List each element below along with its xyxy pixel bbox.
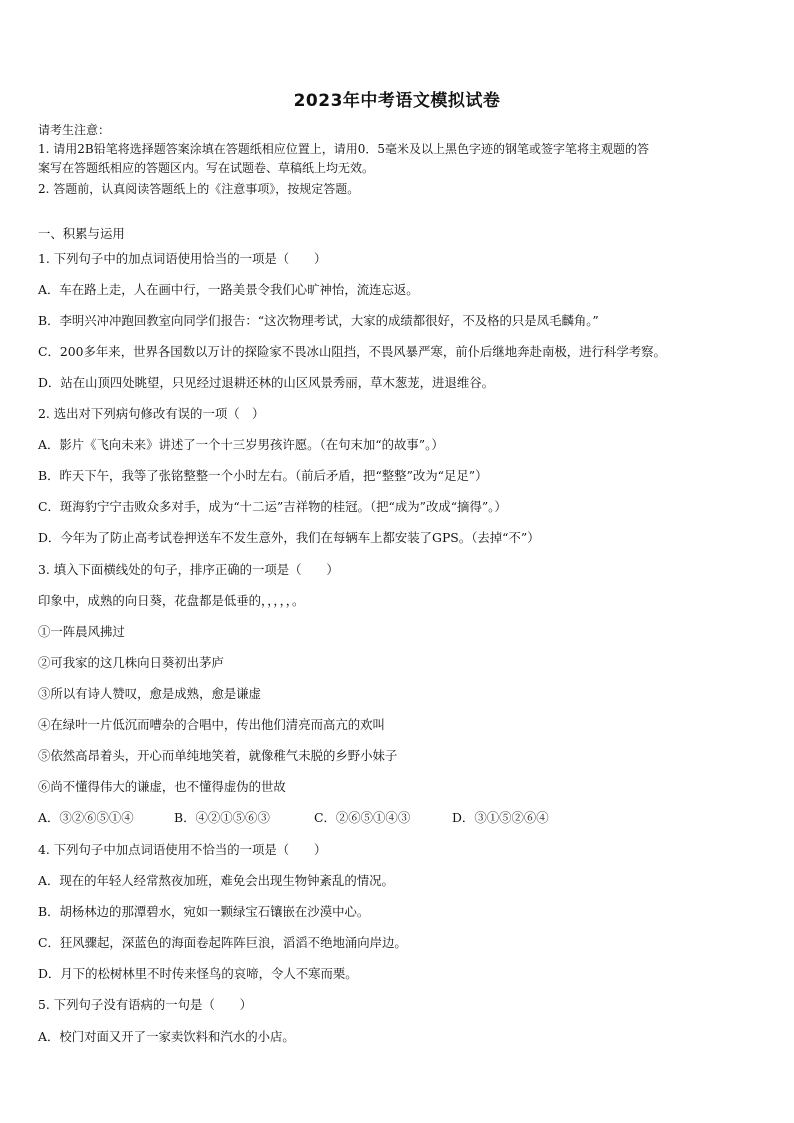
page-title: 2023年中考语文模拟试卷 (293, 91, 501, 111)
q2-option-a: A．影片《飞向未来》讲述了一个十三岁男孩许愿。（在句末加“的故事”。） (38, 437, 444, 452)
q2-stem: 2. 选出对下列病句修改有误的一项（ ） (38, 406, 265, 421)
q4-option-d: D．月下的松树林里不时传来怪鸟的哀啼，令人不寒而栗。 (38, 966, 358, 981)
q2-option-c: C．斑海豹宁宁击败众多对手，成为“十二运”吉祥物的桂冠。（把“成为”改成“摘得”。） (38, 499, 507, 514)
notice-heading: 请考生注意： (38, 123, 111, 137)
q3-sentence-6: ⑥尚不懂得伟大的谦虚，也不懂得虚伪的世故 (38, 779, 286, 794)
q2-option-d: D．今年为了防止高考试卷押送车不发生意外，我们在每辆车上都安装了GPS。（去掉“不”） (38, 530, 540, 545)
q5-option-a: A．校门对面又开了一家卖饮料和汽水的小店。 (38, 1029, 295, 1044)
q3-option-d: D．③①⑤②⑥④ (452, 810, 549, 825)
notice-item-2: 2. 答题前，认真阅读答题纸上的《注意事项》，按规定答题。 (38, 182, 360, 196)
q4-stem: 4. 下列句子中加点词语使用不恰当的一项是（ ） (38, 842, 327, 857)
q3-intro: 印象中，成熟的向日葵，花盘都是低垂的，，，，，。 (38, 593, 305, 608)
q3-options (38, 810, 758, 826)
q3-option-a: A．③②⑥⑤①④ (38, 810, 134, 825)
q4-option-a: A．现在的年轻人经常熬夜加班，难免会出现生物钟紊乱的情况。 (38, 873, 394, 888)
q4-option-b: B．胡杨林边的那潭碧水，宛如一颗绿宝石镶嵌在沙漠中心。 (38, 904, 370, 919)
q3-sentence-1: ①一阵晨风拂过 (38, 624, 125, 639)
q3-sentence-5: ⑤依然高昂着头，开心而单纯地笑着，就像稚气未脱的乡野小妹子 (38, 748, 398, 763)
q3-sentence-3: ③所以有诗人赞叹，愈是成熟，愈是谦虚 (38, 686, 262, 701)
q1-option-b: B．李明兴冲冲跑回教室向同学们报告：“这次物理考试，大家的成绩都很好，不及格的只是凤毛麟角。” (38, 313, 599, 328)
section-heading: 一、积累与运用 (38, 226, 125, 241)
q1-option-a: A．车在路上走，人在画中行，一路美景令我们心旷神怡，流连忘返。 (38, 282, 419, 297)
q1-option-d: D．站在山顶四处眺望，只见经过退耕还林的山区风景秀丽，草木葱茏，进退维谷。 (38, 375, 494, 390)
q1-stem: 1. 下列句子中的加点词语使用恰当的一项是（ ） (38, 251, 327, 266)
q3-option-c: C．②⑥⑤①④③ (314, 810, 411, 825)
notice-item-1-line-2: 案写在答题纸相应的答题区内。写在试题卷、草稿纸上均无效。 (38, 161, 375, 175)
q3-stem: 3. 填入下面横线处的句子，排序正确的一项是（ ） (38, 562, 339, 577)
q3-sentence-4: ④在绿叶一片低沉而嘈杂的合唱中，传出他们清亮而高亢的欢叫 (38, 717, 385, 732)
notice-item-1-line-1: 1. 请用2B铅笔将选择题答案涂填在答题纸相应位置上，请用0．5毫米及以上黑色字迹的钢笔或签字笔将主观题的答 (38, 142, 649, 156)
q3-sentence-2: ②可我家的这几株向日葵初出茅庐 (38, 655, 224, 670)
q4-option-c: C．狂风骤起，深蓝色的海面卷起阵阵巨浪，滔滔不绝地涌向岸边。 (38, 935, 407, 950)
q2-option-b: B．昨天下午，我等了张铭整整一个小时左右。（前后矛盾，把“整整”改为“足足”） (38, 468, 488, 483)
q5-stem: 5. 下列句子没有语病的一句是（ ） (38, 997, 253, 1012)
q1-option-c: C．200多年来，世界各国数以万计的探险家不畏冰山阻挡，不畏风暴严寒，前仆后继地奔赴南极，进行科学考察。 (38, 344, 666, 359)
q3-option-b: B．④②①⑤⑥③ (174, 810, 270, 825)
